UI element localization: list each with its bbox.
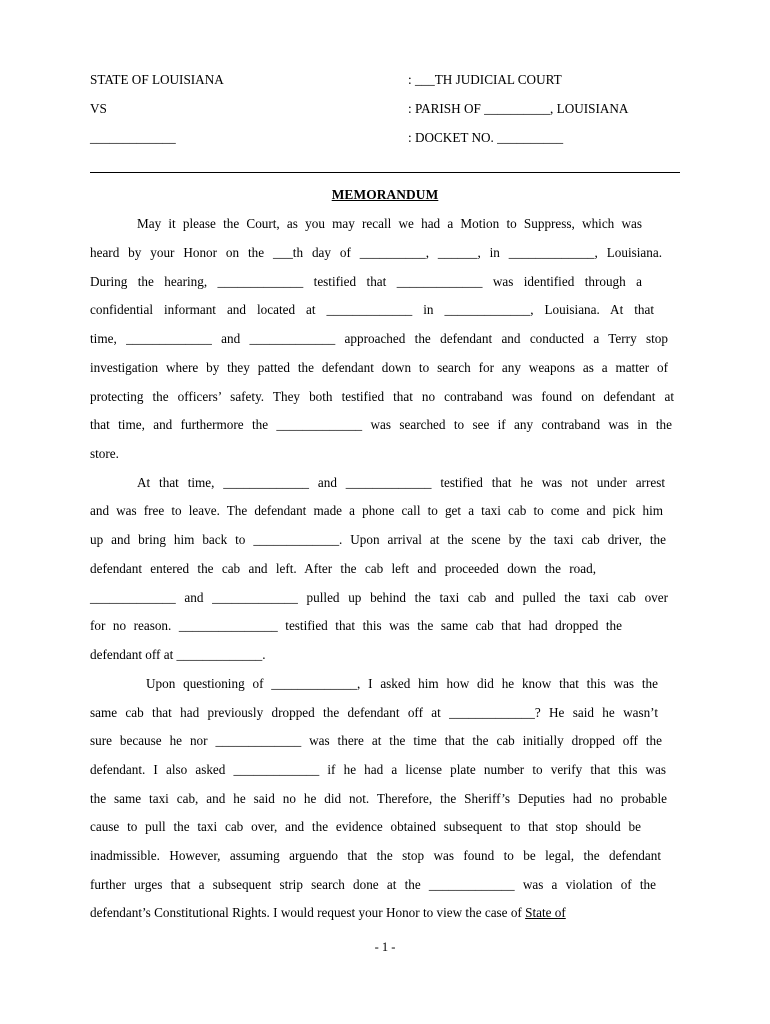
caption-divider	[90, 172, 680, 173]
body-line-11: and was free to leave. The defendant made a phone call to get a taxi cab to come and pick him	[90, 503, 663, 518]
court-label: : ___TH JUDICIAL COURT	[408, 72, 562, 87]
body-line-5: time, _____________ and _____________ approached the defendant and conducted a Terry stop	[90, 331, 668, 346]
body-line-22: cause to pull the taxi cab over, and the evidence obtained subsequent to that stop should be	[90, 819, 641, 834]
case-name: State of	[525, 905, 566, 920]
defendant-blank: _____________	[90, 130, 176, 145]
page-title: MEMORANDUM	[331, 187, 439, 202]
body-line-18: same cab that had previously dropped the defendant off at _____________? He said he wasn’t	[90, 705, 658, 720]
caption-row-1	[90, 71, 690, 89]
body-line-8: that time, and furthermore the _____________ was searched to see if any contraband was in the	[90, 417, 672, 432]
body-line-25	[90, 904, 680, 922]
parish-label: : PARISH OF __________, LOUISIANA	[408, 101, 629, 116]
body-line-20: defendant. I also asked _____________ if he had a license plate number to verify that this was	[90, 762, 666, 777]
caption-row-3	[90, 129, 690, 147]
body-line-19: sure because he nor _____________ was there at the time that the cab initially dropped off the	[90, 733, 662, 748]
state-label: STATE OF LOUISIANA	[90, 72, 224, 87]
body-line-13: defendant entered the cab and left. After the cab left and proceeded down the road,	[90, 561, 596, 576]
vs-label: VS	[90, 101, 107, 116]
body-line-24: further urges that a subsequent strip search done at the _____________ was a violation of the	[90, 877, 656, 892]
body-line-25-text: defendant’s Constitutional Rights. I would request your Honor to view the case of	[90, 905, 526, 920]
page-number: - 1 -	[374, 940, 396, 954]
body-line-4: confidential informant and located at _____________ in _____________, Louisiana. At that	[90, 302, 654, 317]
body-line-23: inadmissible. However, assuming arguendo that the stop was found to be legal, the defendant	[90, 848, 661, 863]
body-line-14: _____________ and _____________ pulled up behind the taxi cab and pulled the taxi cab over	[90, 590, 668, 605]
body-line-10: At that time, _____________ and _____________ testified that he was not under arrest	[137, 475, 665, 490]
docket-label: : DOCKET NO. __________	[408, 130, 564, 145]
body-line-2: heard by your Honor on the ___th day of __________, ______, in _____________, Louisiana.	[90, 245, 662, 260]
body-line-17: Upon questioning of _____________, I asked him how did he know that this was the	[146, 676, 658, 691]
body-line-6: investigation where by they patted the defendant down to search for any weapons as a matter of	[90, 360, 668, 375]
body-line-9: store.	[90, 446, 119, 461]
caption-row-2	[90, 100, 690, 118]
body-line-1: May it please the Court, as you may recall we had a Motion to Suppress, which was	[137, 216, 642, 231]
body-line-16: defendant off at _____________.	[90, 647, 266, 662]
body-line-7: protecting the officers’ safety. They both testified that no contraband was found on defendant at	[90, 389, 674, 404]
body-line-3: During the hearing, _____________ testified that _____________ was identified through a	[90, 274, 642, 289]
body-line-12: up and bring him back to _____________. Upon arrival at the scene by the taxi cab driver, the	[90, 532, 666, 547]
body-line-21: the same taxi cab, and he said no he did not. Therefore, the Sheriff’s Deputies had no probable	[90, 791, 667, 806]
body-line-15: for no reason. _______________ testified that this was the same cab that had dropped the	[90, 618, 622, 633]
